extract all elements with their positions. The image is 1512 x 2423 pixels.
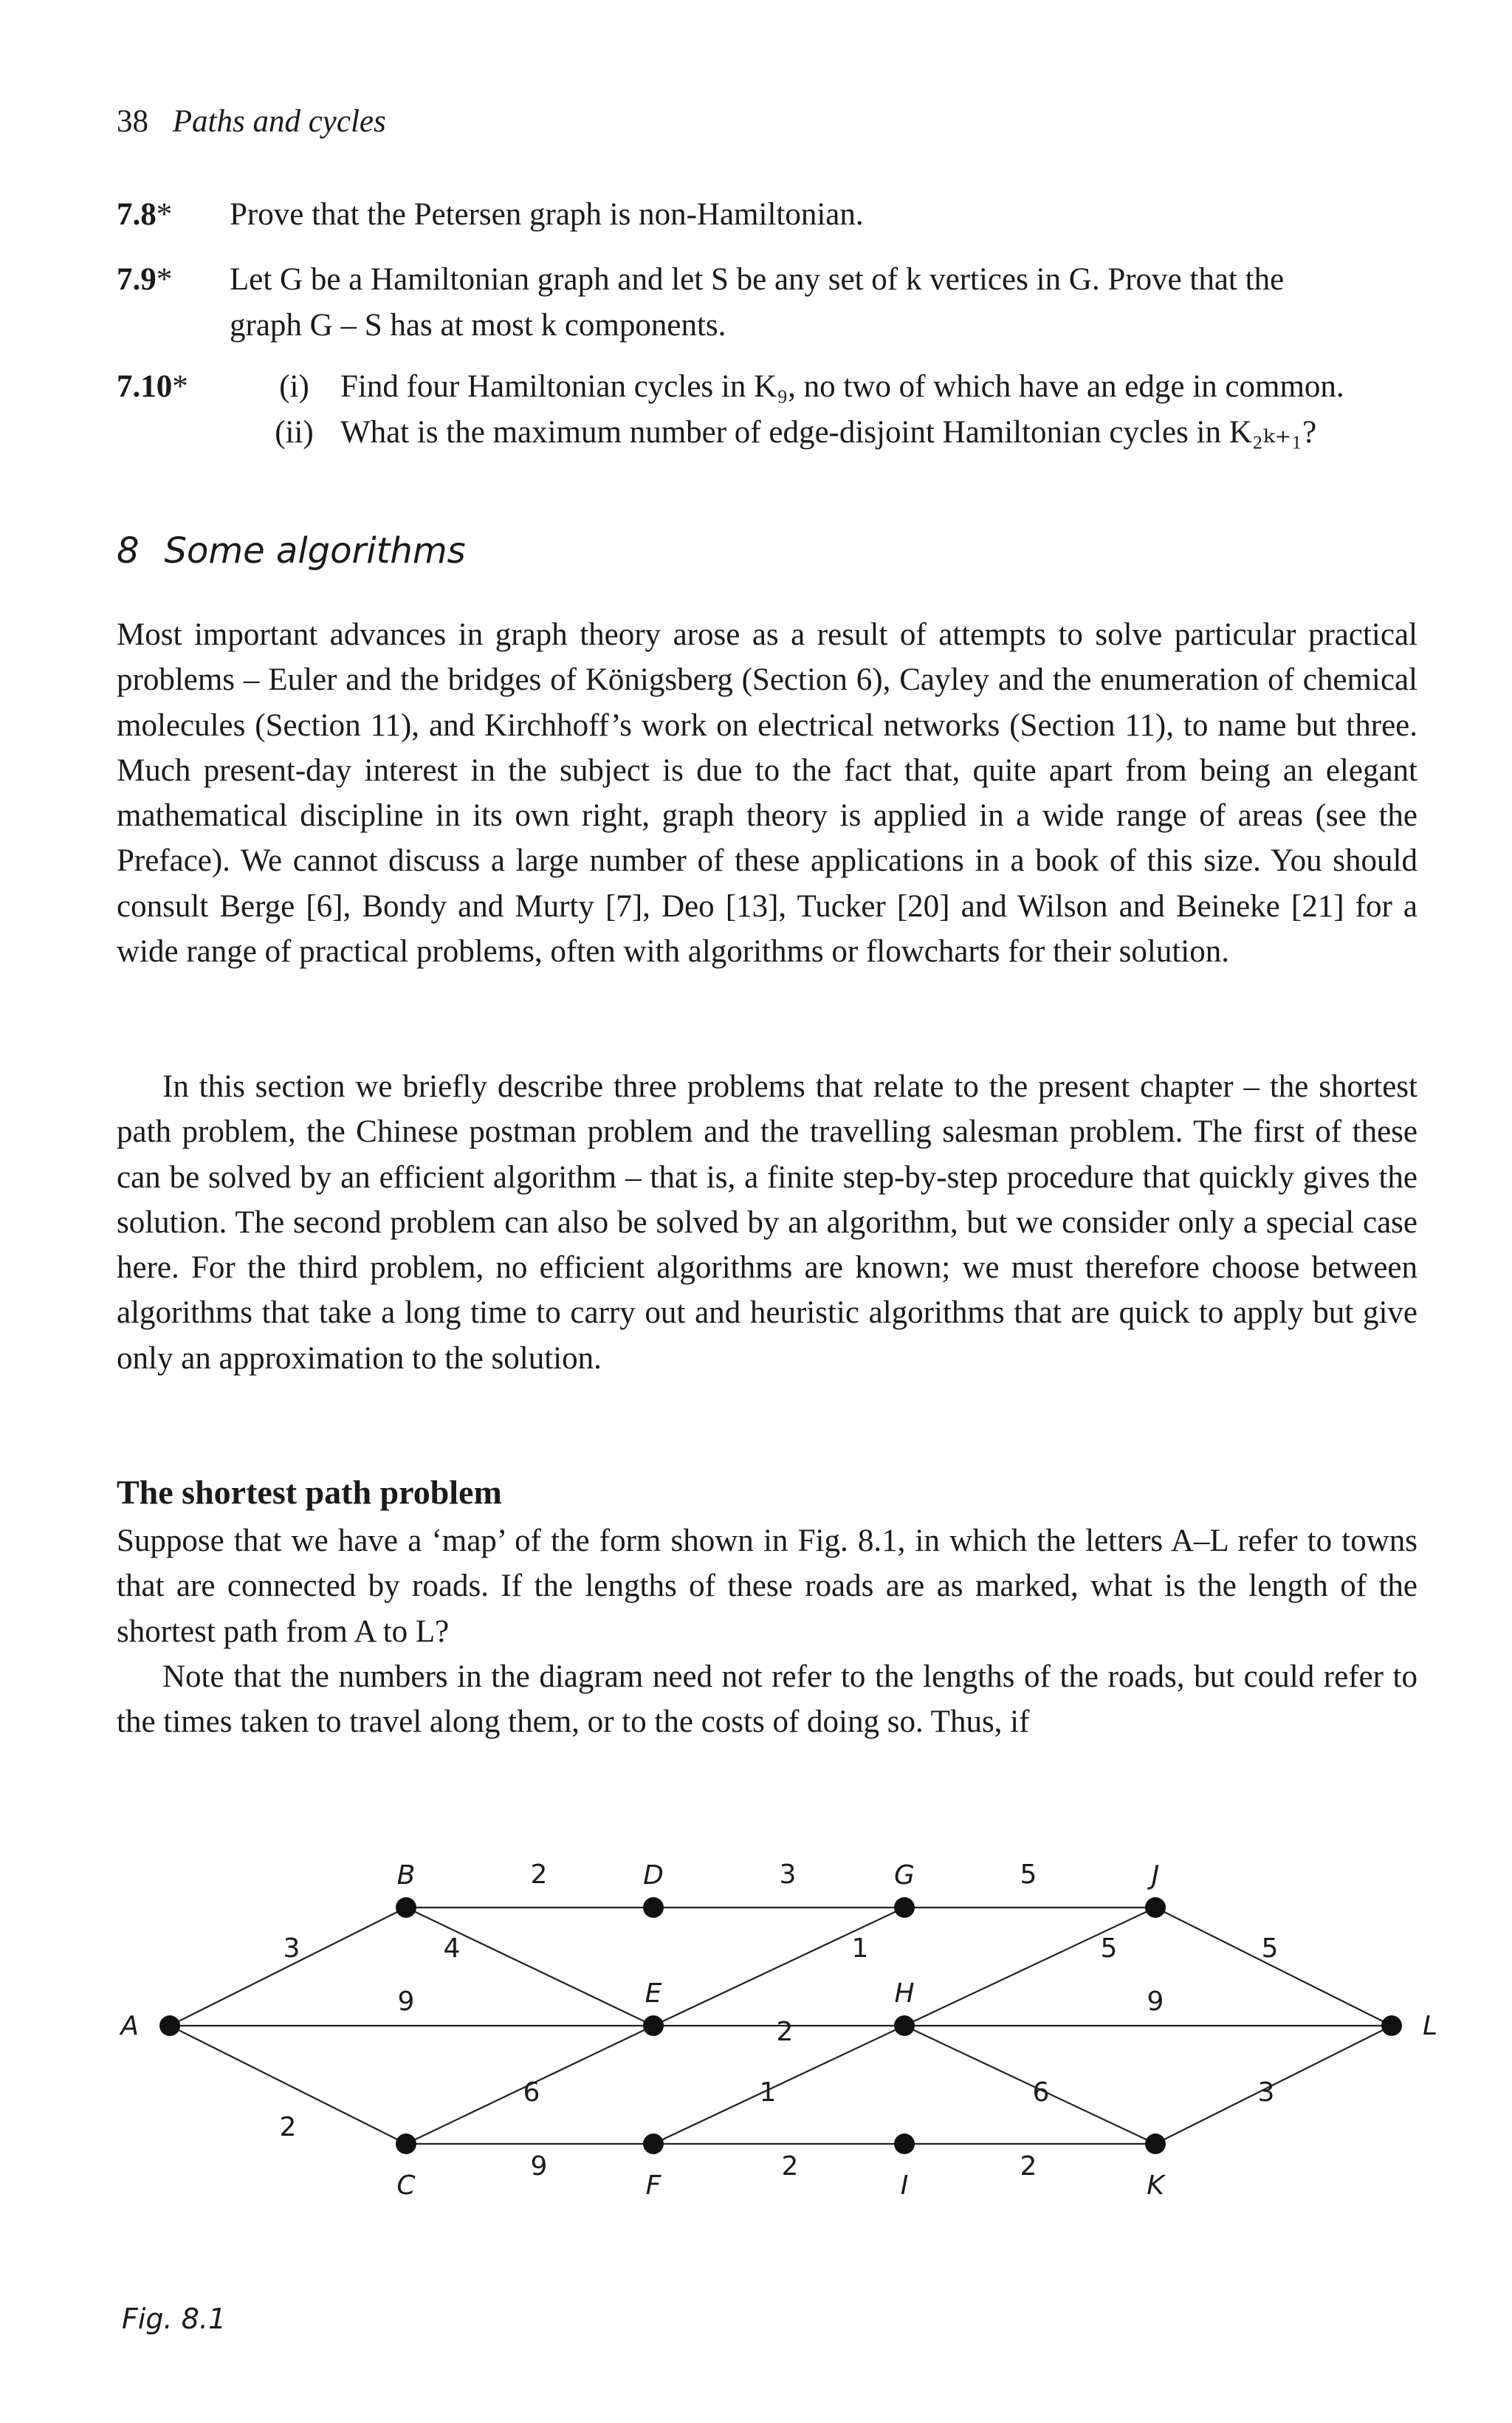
edge-weight-label: 5 (1100, 1933, 1118, 1964)
edge-b-e (406, 1908, 653, 2026)
edge-j-l (1155, 1908, 1392, 2026)
edge-weight-label: 1 (759, 2077, 777, 2108)
edge-weight-label: 3 (1257, 2077, 1275, 2108)
vertex-j (1145, 1897, 1166, 1918)
edge-weight-label: 5 (1020, 1860, 1037, 1890)
edge-weight-label: 6 (1032, 2077, 1050, 2108)
edge-weight-label: 2 (776, 2017, 794, 2047)
exercise-part (248, 410, 1512, 456)
vertex-label: H (894, 1978, 915, 2009)
vertex-label: I (900, 2170, 909, 2201)
vertex-h (894, 2015, 915, 2036)
vertex-l (1381, 2015, 1402, 2036)
vertex-label: D (643, 1860, 664, 1891)
edge-h-k (904, 2026, 1155, 2144)
vertex-label: F (645, 2170, 662, 2201)
vertex-label: C (396, 2170, 416, 2201)
vertex-c (396, 2134, 416, 2154)
vertex-label: J (1151, 1860, 1160, 1891)
edge-weight-label: 6 (523, 2077, 540, 2108)
exercise-text-line: Let G be a Hamiltonian graph and let S be any set of k vertices in G. Prove that the (230, 262, 1285, 297)
running-head (117, 103, 386, 140)
edge-weight-label: 1 (851, 1933, 869, 1964)
part-label: (ii) (275, 415, 314, 450)
vertex-f (643, 2134, 664, 2154)
edge-weight-label: 5 (1261, 1933, 1279, 1964)
paragraph: Note that the numbers in the diagram need not refer to the lengths of the roads, but could refer to the times taken to travel along them, or to the costs of doing so. Thus, if (117, 1659, 1418, 1740)
exercise-part (248, 364, 1512, 410)
running-head-title: Paths and cycles (172, 104, 386, 139)
edge-weight-label: 9 (397, 1987, 415, 2017)
edge-weight-label: 3 (779, 1860, 797, 1890)
subsection-heading: The shortest path problem (117, 1473, 502, 1511)
edge-weight-label: 2 (781, 2151, 799, 2182)
edge-weight-label: 2 (1020, 2151, 1037, 2182)
paragraph: In this section we briefly describe three problems that relate to the present chapter – the shortest path problem, the Chinese postman problem and the travelling salesman problem. The first of these can be solved by an efficient algorithm – that is, a finite step-by-step procedure that quickly gives the solution. The second problem can also be solved by an algorithm, but we consider only a special case here. For the third problem, no efficient algorithms are known; we must therefore choose between algorithms that take a long time to carry out and heuristic algorithms that are quick to apply but give only an approximation to the solution. (117, 1069, 1418, 1376)
edge-a-b (170, 1908, 406, 2026)
edge-weight-label: 3 (283, 1933, 300, 1964)
figure-8-1 (0, 1817, 1512, 2289)
paragraph: Most important advances in graph theory arose as a result of attempts to solve particular practical problems – Euler and the bridges of Königsberg (Section 6), Cayley and the enumeration of chemical molecules (Section 11), and Kirchhoff’s work on electrical networks (Section 11), to name but three. Much present-day interest in the subject is due to the fact that, quite apart from being an elegant mathematical discipline in its own right, graph theory is applied in a wide range of areas (see the Preface). We cannot discuss a large number of these applications in a book of this size. You should consult Berge [6], Bondy and Murty [7], Deo [13], Tucker [20] and Wilson and Beineke [21] for a wide range of practical problems, often with algorithms or flowcharts for their solution. (117, 617, 1418, 970)
vertex-label: L (1423, 2011, 1438, 2041)
exercise-number: 7.8* (117, 197, 173, 232)
section-title: Some algorithms (164, 530, 466, 572)
exercise-text: Prove that the Petersen graph is non-Hamiltonian. (230, 197, 864, 232)
figure-caption: Fig. 8.1 (122, 2303, 227, 2335)
vertex-a (159, 2015, 180, 2036)
part-label: (i) (279, 369, 309, 404)
edge-weight-label: 2 (530, 1860, 548, 1890)
vertex-label: K (1147, 2170, 1164, 2201)
exercise-text-line: graph G – S has at most k components. (230, 308, 726, 343)
part-text: What is the maximum number of edge-disjoint Hamiltonian cycles in K₂ₖ₊₁? (340, 415, 1317, 450)
edge-weight-label: 9 (1147, 1987, 1164, 2017)
exercise-number: 7.9* (117, 262, 173, 297)
vertex-label: B (396, 1860, 416, 1891)
vertex-g (894, 1897, 915, 1918)
vertex-e (643, 2015, 664, 2036)
part-text: Find four Hamiltonian cycles in K₉, no two of which have an edge in common. (340, 369, 1344, 404)
page-number: 38 (117, 104, 148, 139)
exercise-number: 7.10* (117, 369, 188, 404)
vertex-i (894, 2134, 915, 2154)
vertex-label: E (645, 1978, 662, 2009)
edge-weight-label: 4 (443, 1933, 461, 1964)
road-map-graph (0, 1817, 1512, 2289)
edge-h-j (904, 1908, 1155, 2026)
vertex-b (396, 1897, 416, 1918)
edge-e-g (653, 1908, 904, 2026)
section-heading (117, 530, 466, 572)
vertex-label: G (894, 1860, 915, 1891)
vertex-d (643, 1897, 664, 1918)
vertex-k (1145, 2134, 1166, 2154)
edge-weight-label: 2 (279, 2112, 297, 2142)
edge-weight-label: 9 (530, 2151, 548, 2182)
paragraph: Suppose that we have a ‘map’ of the form shown in Fig. 8.1, in which the letters A–L refer to towns that are connected by roads. If the lengths of these roads are as marked, what is the length of the shortest path from A to L? (117, 1524, 1418, 1649)
vertex-label: A (120, 2011, 139, 2041)
section-number: 8 (117, 530, 140, 572)
